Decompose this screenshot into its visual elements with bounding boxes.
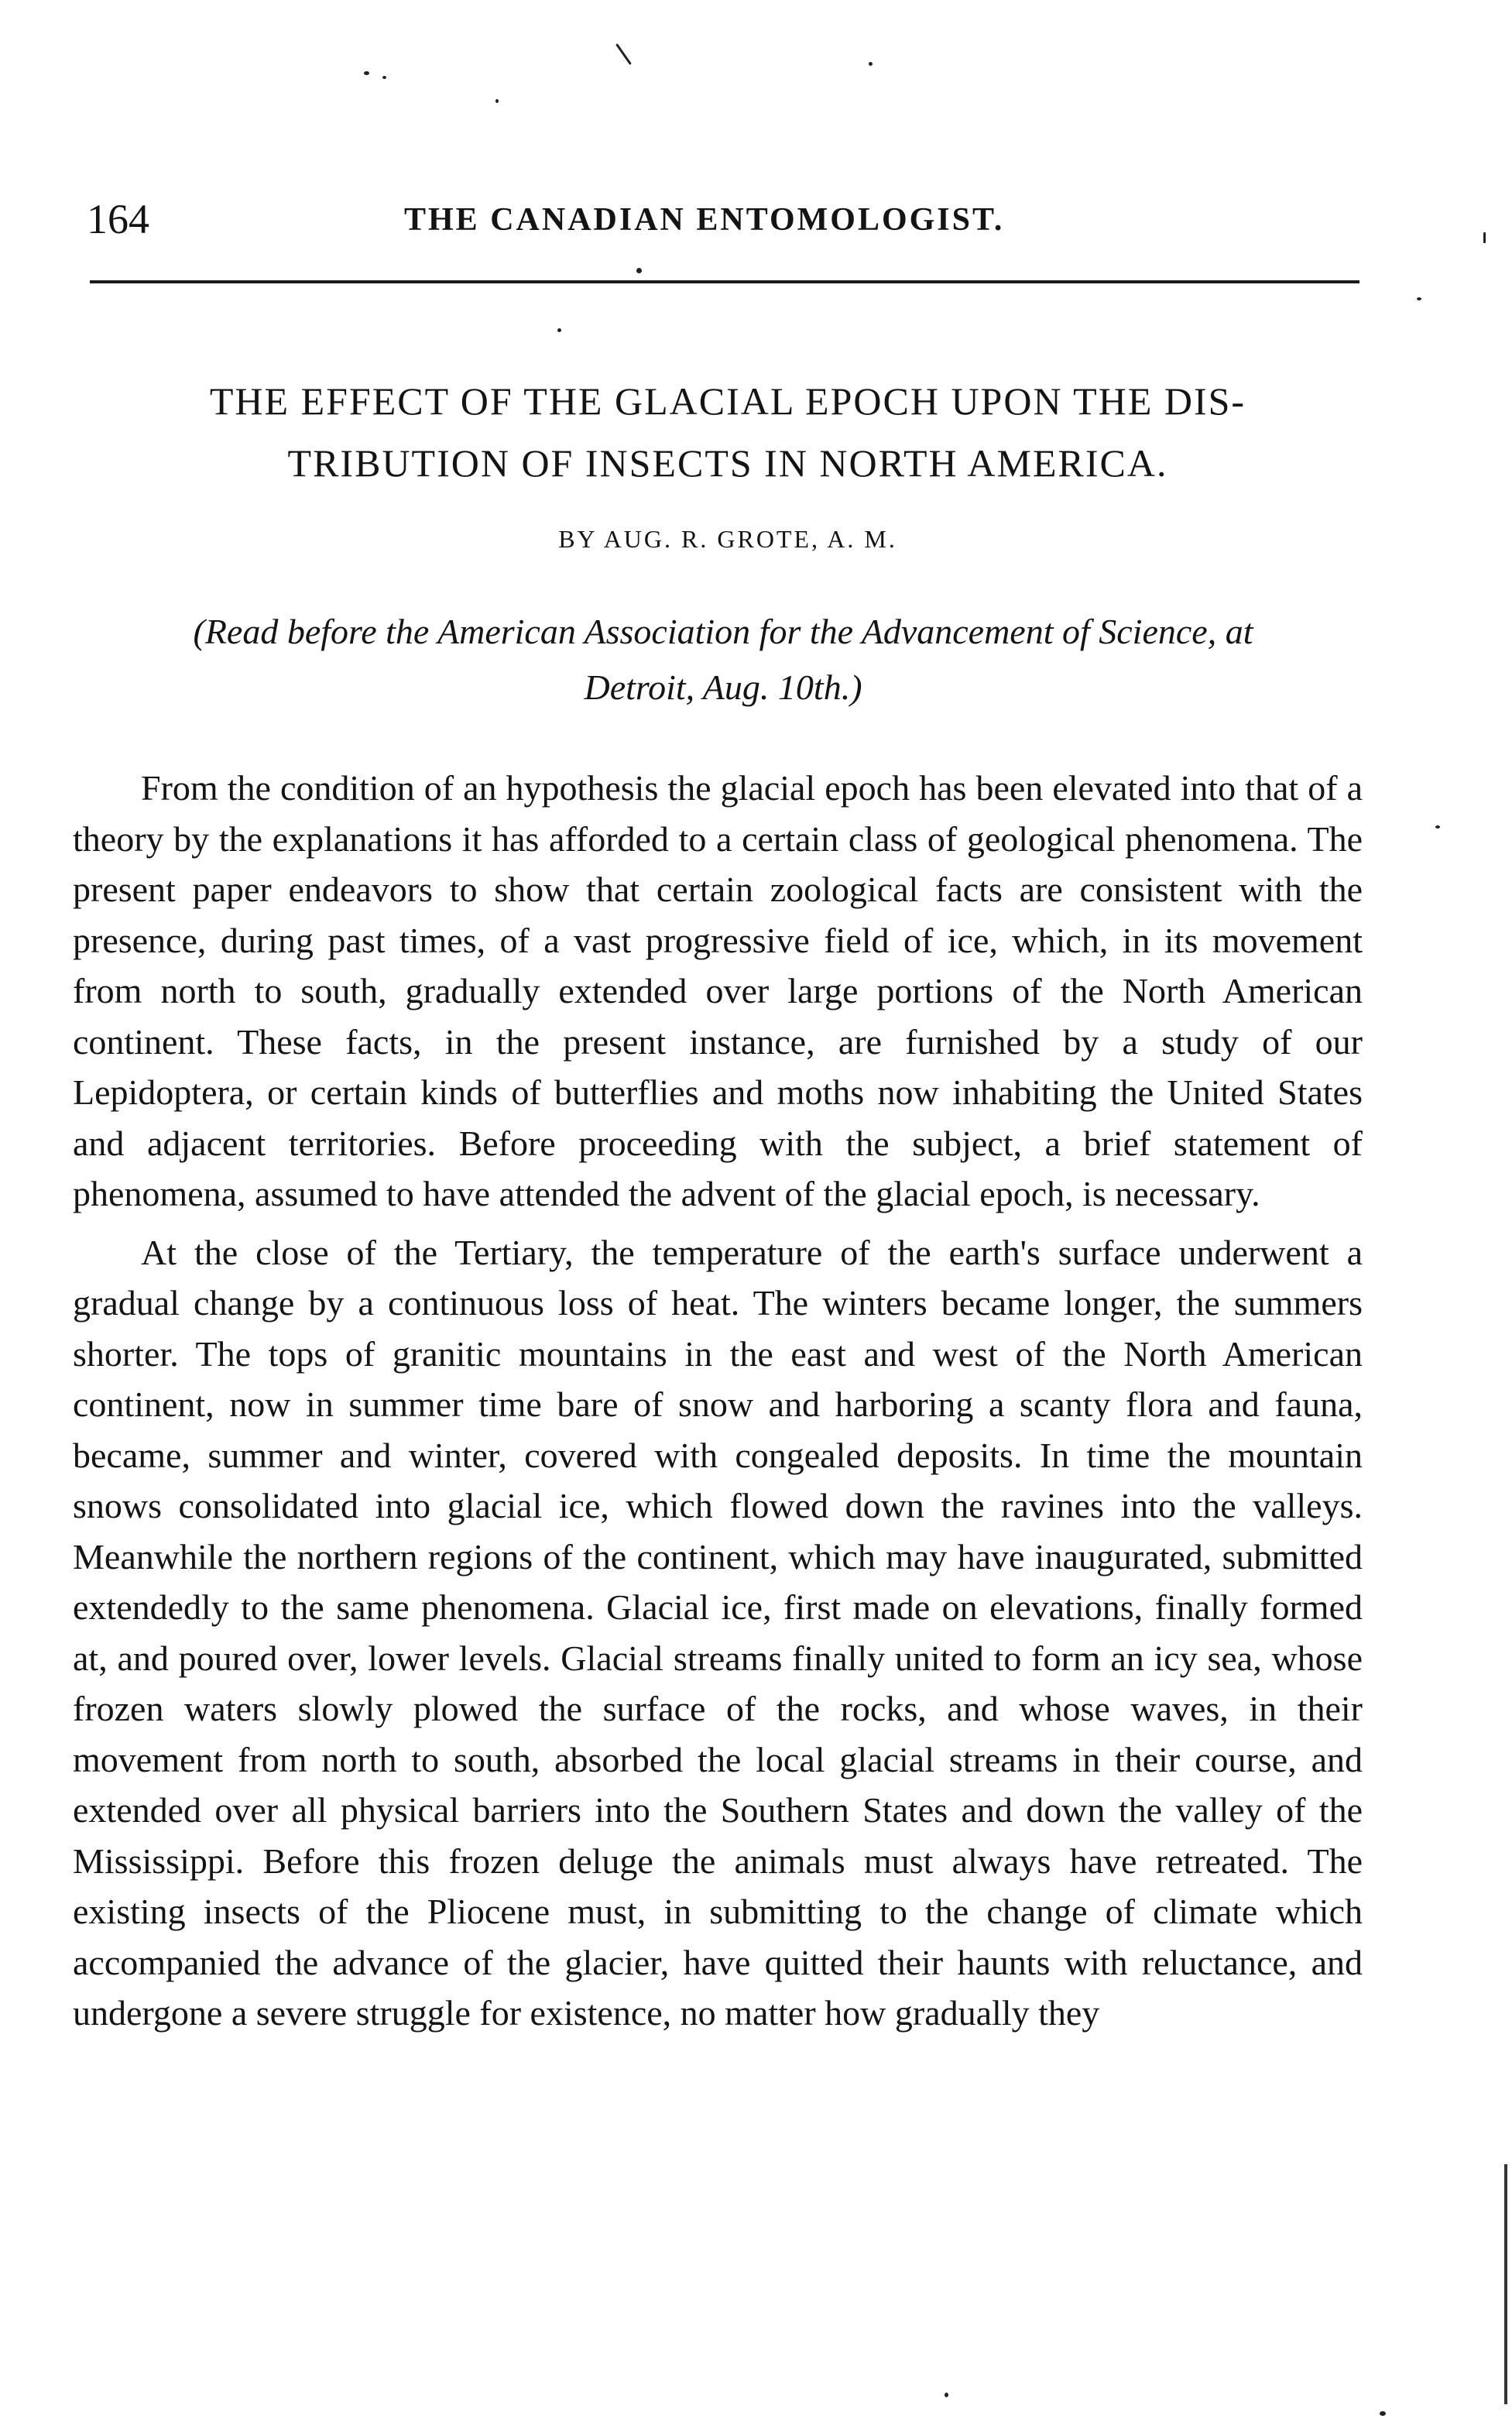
read-note bbox=[76, 604, 1370, 715]
paragraph-1: From the condition of an hypothesis the glacial epoch has been elevated into that of a theory by the explanations it has afforded to a certain class of geological phenomena. The present paper endeavors to show that certain zoological facts are consistent with the presence, during past times, of a vast progressive field of ice, which, in its movement from north to south, gradually extended over large portions of the North American continent. These facts, in the present instance, are furnished by a study of our Lepidoptera, or certain kinds of butterflies and moths now inhabiting the United States and adjacent territories. Before proceeding with the subject, a brief statement of phenomena, assumed to have attended the advent of the glacial epoch, is necessary. bbox=[73, 768, 1363, 1213]
scan-speck bbox=[1417, 297, 1421, 300]
paragraph-2: At the close of the Tertiary, the temperature of the earth's surface underwent a gradual change by a continuous loss of heat. The winters became longer, the summers shorter. The tops of granitic mountains in the east and west of the North American continent, now in summer time bare of snow and harboring a scanty flora and fauna, became, summer and winter, covered with congealed deposits. In time the mountain snows consolidated into glacial ice, which flowed down the ravines into the valleys. Meanwhile the northern regions of the continent, which may have inaugurated, submitted extendedly to the same phenomena. Glacial ice, first made on elevations, finally formed at, and poured over, lower levels. Glacial streams finally united to form an icy sea, whose frozen waters slowly plowed the surface of the rocks, and whose waves, in their movement from north to south, absorbed the local glacial streams in their course, and extended over all physical barriers into the Southern States and down the valley of the Mississippi. Before this frozen deluge the animals must always have retreated. The existing insects of the Pliocene must, in submitting to the change of climate which accompanied the advance of the glacier, have quitted their haunts with reluctance, and undergone a severe struggle for existence, no matter how gradually they bbox=[73, 1232, 1363, 2033]
article-title-line-1: THE EFFECT OF THE GLACIAL EPOCH UPON THE DIS- bbox=[209, 379, 1246, 423]
byline: BY AUG. R. GROTE, A. M. bbox=[558, 525, 897, 553]
scan-speck bbox=[1435, 825, 1440, 829]
scan-speck bbox=[1380, 2411, 1386, 2416]
scan-speck bbox=[869, 62, 873, 66]
read-note-line-1: (Read before the American Association for the Advancement of Science, at bbox=[193, 612, 1253, 651]
scan-edge-bar bbox=[1504, 2164, 1507, 2404]
page-number: 164 bbox=[87, 196, 149, 242]
article-title-line-2: TRIBUTION OF INSECTS IN NORTH AMERICA. bbox=[287, 441, 1168, 485]
scan-speck bbox=[495, 99, 499, 103]
scan-speck bbox=[615, 43, 632, 65]
article-title bbox=[77, 370, 1378, 494]
running-title: THE CANADIAN ENTOMOLOGIST. bbox=[404, 202, 1005, 238]
scan-speck bbox=[557, 328, 561, 332]
body-text bbox=[73, 763, 1363, 2039]
read-note-line-2: Detroit, Aug. 10th.) bbox=[584, 667, 862, 707]
scan-speck bbox=[945, 2393, 948, 2397]
page-header bbox=[87, 195, 1364, 249]
header-rule-dot bbox=[636, 268, 642, 273]
scan-speck bbox=[1483, 232, 1486, 243]
header-rule bbox=[90, 280, 1359, 283]
scan-speck bbox=[382, 76, 386, 79]
scan-speck bbox=[364, 71, 369, 75]
